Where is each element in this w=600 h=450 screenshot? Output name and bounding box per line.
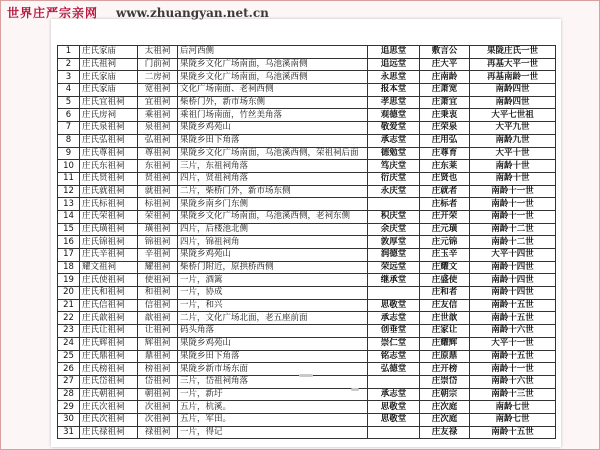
cell-temple-location: 柴桥门外，新市场东侧 <box>178 96 368 109</box>
cell-hall-name: 追远堂 <box>368 58 420 71</box>
cell-ancestor-name: 庄家让 <box>420 325 470 338</box>
cell-hall-name: 润德堂 <box>368 249 420 262</box>
cell-hall-name: 思敬堂 <box>368 401 420 414</box>
cell-temple-short-name: 乘祖祠 <box>138 109 178 122</box>
cell-temple-short-name: 弘祖祠 <box>138 134 178 147</box>
cell-generation: 南龄十一世 <box>470 198 556 211</box>
ancestral-hall-table <box>57 45 556 439</box>
cell-hall-name: 思敬堂 <box>368 299 420 312</box>
cell-temple-short-name: 标祖祠 <box>138 198 178 211</box>
cell-temple-short-name: 信祖祠 <box>138 299 178 312</box>
cell-temple-location: 果陇乡鸡苑山 <box>178 122 368 135</box>
ink-smudge <box>351 388 359 391</box>
cell-generation: 南龄十四世 <box>470 287 556 300</box>
cell-temple-location: 果陇乡鸡苑山 <box>178 337 368 350</box>
cell-ancestor-name: 庄用弘 <box>420 134 470 147</box>
cell-hall-name: 承志堂 <box>368 134 420 147</box>
cell-temple-short-name: 门前祠 <box>138 58 178 71</box>
cell-temple-short-name: 宽祖祠 <box>138 84 178 97</box>
cell-row-number: 12 <box>58 185 80 198</box>
cell-row-number: 9 <box>58 147 80 160</box>
table-row <box>58 236 556 249</box>
cell-generation: 大平十四世 <box>470 249 556 262</box>
cell-ancestor-name: 庄友禄 <box>420 426 470 439</box>
cell-temple-name: 庄氏岱祖祠 <box>80 375 138 388</box>
cell-temple-short-name: 就祖祠 <box>138 185 178 198</box>
table-row <box>58 401 556 414</box>
cell-temple-location: 五片，军田。 <box>178 413 368 426</box>
cell-hall-name: 荣远堂 <box>368 261 420 274</box>
cell-temple-name: 庄氏辉祖祠 <box>80 337 138 350</box>
cell-hall-name: 敬爱堂 <box>368 122 420 135</box>
cell-ancestor-name: 庄尊育 <box>420 147 470 160</box>
cell-hall-name: 笃庆堂 <box>368 160 420 173</box>
cell-temple-name: 庄氏祖祠 <box>80 58 138 71</box>
cell-temple-short-name: 辉祖祠 <box>138 337 178 350</box>
cell-generation: 大平十一世 <box>470 337 556 350</box>
cell-temple-location: 果陇乡鸡苑山 <box>178 249 368 262</box>
cell-row-number: 25 <box>58 350 80 363</box>
cell-row-number: 28 <box>58 388 80 401</box>
cell-temple-location: 柴桥门附近，原拱桥西侧 <box>178 261 368 274</box>
cell-generation: 再基南龄一世 <box>470 71 556 84</box>
table-row <box>58 274 556 287</box>
cell-row-number: 27 <box>58 375 80 388</box>
cell-generation: 大平九世 <box>470 122 556 135</box>
table-row <box>58 223 556 236</box>
cell-temple-location: 果陇乡新市场东面 <box>178 363 368 376</box>
cell-row-number: 4 <box>58 84 80 97</box>
cell-temple-location: 一片，协成 <box>178 287 368 300</box>
cell-generation: 南龄十五世 <box>470 426 556 439</box>
cell-row-number: 11 <box>58 172 80 185</box>
cell-row-number: 26 <box>58 363 80 376</box>
cell-generation: 南龄四世 <box>470 84 556 97</box>
cell-temple-name: 庄氏次祖祠 <box>80 413 138 426</box>
table-row <box>58 426 556 439</box>
cell-temple-short-name: 东祖祠 <box>138 160 178 173</box>
cell-temple-name: 庄氏荣祖祠 <box>80 210 138 223</box>
cell-temple-name: 庄氏歆祖祠 <box>80 312 138 325</box>
watermark-url: www.zhuangyan.net.cn <box>116 6 269 20</box>
table-row <box>58 58 556 71</box>
cell-ancestor-name: 庄贤也 <box>420 172 470 185</box>
cell-ancestor-name: 庄世歆 <box>420 312 470 325</box>
cell-generation: 大平十世 <box>470 147 556 160</box>
cell-generation: 南龄十一世 <box>470 363 556 376</box>
cell-ancestor-name: 庄玉辛 <box>420 249 470 262</box>
cell-temple-location: 果陇乡田下角落 <box>178 350 368 363</box>
cell-ancestor-name: 庄元璜 <box>420 223 470 236</box>
cell-generation: 南龄十四世 <box>470 274 556 287</box>
cell-row-number: 16 <box>58 236 80 249</box>
table-row <box>58 413 556 426</box>
cell-temple-name: 庄氏标祖祠 <box>80 198 138 211</box>
cell-row-number: 14 <box>58 210 80 223</box>
cell-temple-location: 四片，后楼池北侧 <box>178 223 368 236</box>
cell-temple-name: 庄氏贤祖祠 <box>80 172 138 185</box>
cell-temple-location: 文化广场南面、老祠西侧 <box>178 84 368 97</box>
cell-generation: 南龄十二世 <box>470 223 556 236</box>
table-row <box>58 337 556 350</box>
table-row <box>58 109 556 122</box>
table-body <box>58 46 556 439</box>
cell-generation: 南龄九世 <box>470 134 556 147</box>
cell-ancestor-name: 庄开荣 <box>420 210 470 223</box>
cell-temple-location: 果陇乡文化广场南面，乌池溪西侧，老祠东侧 <box>178 210 368 223</box>
cell-temple-location: 一片，得记 <box>178 426 368 439</box>
cell-temple-short-name: 尊祖祠 <box>138 147 178 160</box>
cell-row-number: 24 <box>58 337 80 350</box>
cell-temple-name: 庄氏弘祖祠 <box>80 134 138 147</box>
cell-temple-short-name: 岱祖祠 <box>138 375 178 388</box>
cell-hall-name: 继承堂 <box>368 274 420 287</box>
cell-generation: 南龄十四世 <box>470 261 556 274</box>
cell-hall-name: 永庆堂 <box>368 185 420 198</box>
cell-hall-name: 余庆堂 <box>368 223 420 236</box>
cell-ancestor-name: 庄东莱 <box>420 160 470 173</box>
cell-row-number: 20 <box>58 287 80 300</box>
cell-temple-name: 庄氏房祠 <box>80 109 138 122</box>
cell-temple-name: 庄氏宜祖祠 <box>80 96 138 109</box>
cell-generation: 南龄十世 <box>470 160 556 173</box>
cell-hall-name: 铭志堂 <box>368 350 420 363</box>
cell-ancestor-name: 庄萧宜 <box>420 96 470 109</box>
cell-temple-name: 庄氏锦祖祠 <box>80 236 138 249</box>
cell-hall-name: 德勉堂 <box>368 147 420 160</box>
table-row <box>58 249 556 262</box>
cell-ancestor-name: 庄耀文 <box>420 261 470 274</box>
cell-temple-name: 庄氏家庙 <box>80 46 138 59</box>
cell-temple-name: 庄氏家庙 <box>80 71 138 84</box>
cell-temple-name: 耀文祖祠 <box>80 261 138 274</box>
cell-hall-name <box>368 375 420 388</box>
cell-row-number: 6 <box>58 109 80 122</box>
cell-ancestor-name: 敷言公 <box>420 46 470 59</box>
cell-temple-short-name: 锦祖祠 <box>138 236 178 249</box>
cell-ancestor-name: 庄南龄 <box>420 71 470 84</box>
table-row <box>58 160 556 173</box>
cell-ancestor-name: 庄朝宗 <box>420 388 470 401</box>
cell-hall-name: 崇仁堂 <box>368 337 420 350</box>
cell-generation: 南龄十二世 <box>470 236 556 249</box>
cell-generation: 南龄十一世 <box>470 185 556 198</box>
cell-temple-location: 一片，和兴 <box>178 299 368 312</box>
cell-ancestor-name: 庄标者 <box>420 198 470 211</box>
cell-temple-location: 乘祖门场南面，竹丝美角落 <box>178 109 368 122</box>
cell-generation: 南龄十五世 <box>470 350 556 363</box>
cell-temple-location: 四片，锦祖祠角 <box>178 236 368 249</box>
cell-temple-name: 庄氏朝祖祠 <box>80 388 138 401</box>
cell-temple-short-name: 和祖祠 <box>138 287 178 300</box>
table-row <box>58 287 556 300</box>
cell-temple-short-name: 让祖祠 <box>138 325 178 338</box>
cell-row-number: 1 <box>58 46 80 59</box>
cell-temple-location: 果陇乡文化广场南面，乌池溪西侧 <box>178 71 368 84</box>
table-row <box>58 312 556 325</box>
cell-temple-name: 庄氏璜祖祠 <box>80 223 138 236</box>
cell-temple-short-name: 耀祖祠 <box>138 261 178 274</box>
cell-temple-location: 果陇乡文化广场南面，乌池溪西侧，荣祖祠后面 <box>178 147 368 160</box>
cell-temple-location: 三片，东祖祠角落 <box>178 160 368 173</box>
cell-temple-name: 庄氏使祖祠 <box>80 274 138 287</box>
cell-temple-short-name: 朝祖祠 <box>138 388 178 401</box>
cell-generation: 南龄四世 <box>470 96 556 109</box>
cell-hall-name: 衍庆堂 <box>368 172 420 185</box>
cell-temple-name: 庄氏信祖祠 <box>80 299 138 312</box>
cell-row-number: 7 <box>58 122 80 135</box>
cell-hall-name <box>368 426 420 439</box>
cell-hall-name: 弘德堂 <box>368 363 420 376</box>
cell-temple-location: 后河西侧 <box>178 46 368 59</box>
cell-row-number: 2 <box>58 58 80 71</box>
cell-row-number: 19 <box>58 274 80 287</box>
cell-temple-short-name: 歆祖祠 <box>138 312 178 325</box>
cell-temple-location: 二片，文化广场北面，老五座前面 <box>178 312 368 325</box>
cell-temple-location: 一片，酒篱 <box>178 274 368 287</box>
cell-temple-name: 庄氏尊祖祠 <box>80 147 138 160</box>
table-row <box>58 299 556 312</box>
cell-ancestor-name: 庄次庭 <box>420 401 470 414</box>
cell-ancestor-name: 庄盛使 <box>420 274 470 287</box>
cell-row-number: 18 <box>58 261 80 274</box>
cell-temple-short-name: 宜祖祠 <box>138 96 178 109</box>
cell-ancestor-name: 庄大平 <box>420 58 470 71</box>
watermark-site-name: 世界庄严宗亲网 <box>7 6 99 20</box>
cell-generation: 南龄七世 <box>470 413 556 426</box>
cell-temple-location: 二片，柴桥门外，新市场东侧 <box>178 185 368 198</box>
ink-smudge <box>299 374 313 377</box>
cell-generation: 果陇庄氏一世 <box>470 46 556 59</box>
cell-hall-name: 思敬堂 <box>368 413 420 426</box>
cell-ancestor-name: 庄崇岱 <box>420 375 470 388</box>
cell-generation: 南龄十六世 <box>470 375 556 388</box>
cell-hall-name: 追思堂 <box>368 46 420 59</box>
table-row <box>58 198 556 211</box>
cell-temple-short-name: 次祖祠 <box>138 401 178 414</box>
cell-temple-name: 庄氏家庙 <box>80 84 138 97</box>
table-row <box>58 350 556 363</box>
cell-temple-location: 一片，新圩 <box>178 388 368 401</box>
watermark <box>7 5 269 21</box>
table-row <box>58 210 556 223</box>
cell-hall-name <box>368 198 420 211</box>
cell-temple-name: 庄氏就祖祠 <box>80 185 138 198</box>
cell-temple-name: 庄氏东祖祠 <box>80 160 138 173</box>
cell-temple-location: 码头角落 <box>178 325 368 338</box>
cell-temple-name: 庄氏泉祖祠 <box>80 122 138 135</box>
document-paper <box>51 19 561 447</box>
cell-temple-short-name: 太祖祠 <box>138 46 178 59</box>
cell-ancestor-name: 庄和者 <box>420 287 470 300</box>
cell-temple-name: 庄氏禄祖祠 <box>80 426 138 439</box>
cell-temple-name: 庄氏榜祖祠 <box>80 363 138 376</box>
cell-hall-name: 积庆堂 <box>368 210 420 223</box>
cell-hall-name: 创垂堂 <box>368 325 420 338</box>
cell-temple-name: 庄氏鼎祖祠 <box>80 350 138 363</box>
cell-temple-short-name: 使祖祠 <box>138 274 178 287</box>
cell-temple-location: 果陇乡文化广场南面，乌池溪南侧 <box>178 58 368 71</box>
cell-ancestor-name: 庄友信 <box>420 299 470 312</box>
cell-temple-name: 庄氏和祖祠 <box>80 287 138 300</box>
cell-generation: 大平七世祖 <box>470 109 556 122</box>
cell-ancestor-name: 庄荣泉 <box>420 122 470 135</box>
table-row <box>58 375 556 388</box>
cell-row-number: 10 <box>58 160 80 173</box>
cell-temple-short-name: 辛祖祠 <box>138 249 178 262</box>
cell-row-number: 21 <box>58 299 80 312</box>
cell-temple-short-name: 鼎祖祠 <box>138 350 178 363</box>
cell-generation: 再基大平一世 <box>470 58 556 71</box>
cell-row-number: 31 <box>58 426 80 439</box>
cell-row-number: 15 <box>58 223 80 236</box>
cell-ancestor-name: 庄次庭 <box>420 413 470 426</box>
table-row <box>58 185 556 198</box>
table-row <box>58 388 556 401</box>
cell-row-number: 5 <box>58 96 80 109</box>
cell-hall-name: 永思堂 <box>368 71 420 84</box>
cell-ancestor-name: 庄萧宽 <box>420 84 470 97</box>
cell-generation: 南龄十五世 <box>470 299 556 312</box>
cell-hall-name: 观德堂 <box>368 109 420 122</box>
cell-ancestor-name: 庄秉衷 <box>420 109 470 122</box>
cell-generation: 南龄十三世 <box>470 388 556 401</box>
cell-hall-name: 敦厚堂 <box>368 236 420 249</box>
cell-temple-short-name: 贤祖祠 <box>138 172 178 185</box>
cell-ancestor-name: 庄开榜 <box>420 363 470 376</box>
cell-temple-name: 庄氏让祖祠 <box>80 325 138 338</box>
table-row <box>58 122 556 135</box>
cell-generation: 南龄十六世 <box>470 325 556 338</box>
table-row <box>58 325 556 338</box>
cell-temple-location: 四片，贤祖祠角落 <box>178 172 368 185</box>
cell-row-number: 17 <box>58 249 80 262</box>
cell-row-number: 3 <box>58 71 80 84</box>
cell-temple-short-name: 荣祖祠 <box>138 210 178 223</box>
cell-row-number: 23 <box>58 325 80 338</box>
table-row <box>58 261 556 274</box>
table-row <box>58 71 556 84</box>
cell-temple-location: 三片，岱祖祠角落 <box>178 375 368 388</box>
cell-row-number: 13 <box>58 198 80 211</box>
table-row <box>58 96 556 109</box>
cell-hall-name: 承志堂 <box>368 388 420 401</box>
cell-row-number: 8 <box>58 134 80 147</box>
cell-row-number: 22 <box>58 312 80 325</box>
cell-ancestor-name: 庄就者 <box>420 185 470 198</box>
cell-generation: 南龄十一世 <box>470 210 556 223</box>
cell-ancestor-name: 庄耀辉 <box>420 337 470 350</box>
cell-temple-short-name: 榜祖祠 <box>138 363 178 376</box>
cell-temple-short-name: 禄祖祠 <box>138 426 178 439</box>
cell-temple-short-name: 次祖祠 <box>138 413 178 426</box>
cell-temple-short-name: 二房祠 <box>138 71 178 84</box>
table-row <box>58 84 556 97</box>
cell-ancestor-name: 庄元锦 <box>420 236 470 249</box>
table-row <box>58 134 556 147</box>
table-row <box>58 46 556 59</box>
cell-temple-short-name: 璜祖祠 <box>138 223 178 236</box>
cell-temple-name: 庄氏次祖祠 <box>80 401 138 414</box>
cell-temple-name: 庄氏辛祖祠 <box>80 249 138 262</box>
cell-hall-name: 承志堂 <box>368 312 420 325</box>
cell-hall-name: 孝思堂 <box>368 96 420 109</box>
cell-temple-location: 果陇乡南乡门东侧 <box>178 198 368 211</box>
cell-temple-location: 五片，杭溪。 <box>178 401 368 414</box>
table-row <box>58 147 556 160</box>
table-row <box>58 172 556 185</box>
cell-temple-short-name: 泉祖祠 <box>138 122 178 135</box>
cell-ancestor-name: 庄原鼎 <box>420 350 470 363</box>
cell-hall-name <box>368 287 420 300</box>
cell-generation: 南龄十世 <box>470 172 556 185</box>
cell-generation: 南龄十五世 <box>470 312 556 325</box>
cell-row-number: 29 <box>58 401 80 414</box>
cell-hall-name: 报本堂 <box>368 84 420 97</box>
cell-generation: 南龄七世 <box>470 401 556 414</box>
cell-temple-location: 果陇乡田下角落 <box>178 134 368 147</box>
cell-row-number: 30 <box>58 413 80 426</box>
